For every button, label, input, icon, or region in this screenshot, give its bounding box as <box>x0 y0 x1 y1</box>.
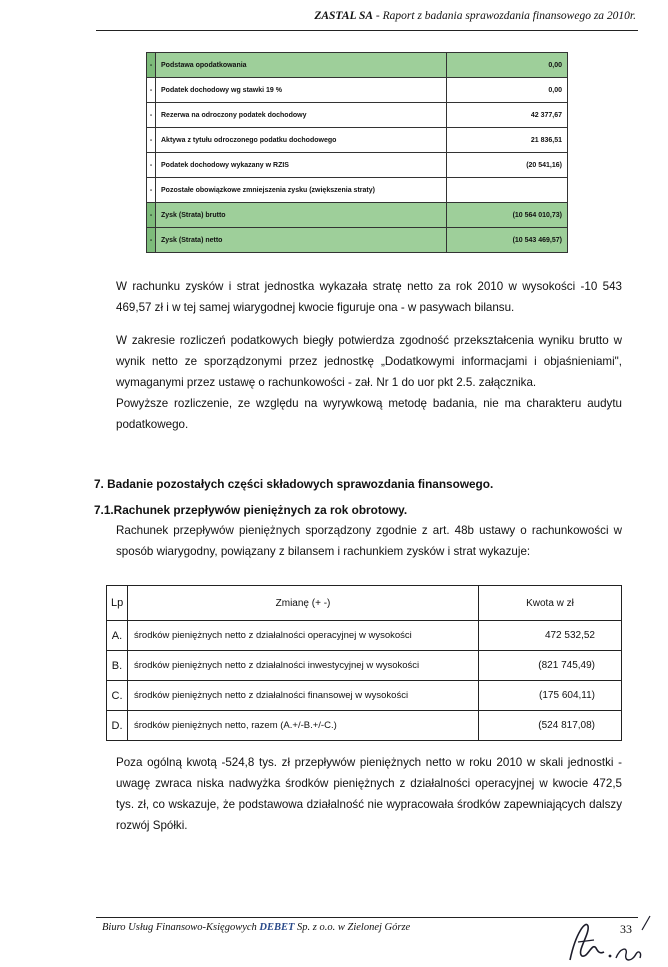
header-amount: Kwota w zł <box>479 586 622 621</box>
page-number: 33 <box>620 922 632 936</box>
paragraph-cashflow-summary: Poza ogólną kwotą -524,8 tys. zł przepływów pieniężnych netto w roku 2010 w skali jednostki - uwagę zwraca niska nadwyżka środków pieniężnych z działalności operacyjnej w kwocie 472,5 tys. zł, co wskazuje, że podstawowa działalność nie wypracowała środków zapewniających dalszy rozwój Spółki. <box>116 756 622 832</box>
row-label: Zysk (Strata) netto <box>156 228 447 253</box>
row-label: Zysk (Strata) brutto <box>156 203 447 228</box>
row-value: (10 564 010,73) <box>447 203 568 228</box>
row-label: Podatek dochodowy wg stawki 19 % <box>156 78 447 103</box>
paragraph-net-loss: W rachunku zysków i strat jednostka wykazała stratę netto za rok 2010 w wysokości -10 543 469,57 zł i w tej samej wiarygodnej kwocie figuruje ona - w pasywach bilansu. <box>116 280 622 314</box>
header-company: ZASTAL SA <box>314 10 374 22</box>
table-row <box>147 128 568 153</box>
table-row <box>147 103 568 128</box>
page-footer <box>102 922 410 933</box>
header-lp: Lp <box>107 586 128 621</box>
row-amount: (524 817,08) <box>479 711 622 741</box>
footer-rule <box>96 917 638 918</box>
row-lp: D. <box>107 711 128 741</box>
handwritten-signature <box>558 912 658 967</box>
table-row <box>107 711 622 741</box>
row-dash: - <box>147 78 156 103</box>
row-description: środków pieniężnych netto z działalności operacyjnej w wysokości <box>128 621 479 651</box>
row-value: 0,00 <box>447 53 568 78</box>
row-label: Podstawa opodatkowania <box>156 53 447 78</box>
footer-brand: DEBET <box>259 922 295 933</box>
row-description: środków pieniężnych netto z działalności finansowej w wysokości <box>128 681 479 711</box>
row-lp: A. <box>107 621 128 651</box>
footer-prefix: Biuro Usług Finansowo-Księgowych <box>102 922 257 933</box>
row-dash: - <box>147 103 156 128</box>
table-row <box>147 203 568 228</box>
row-label: Aktywa z tytułu odroczonego podatku dochodowego <box>156 128 447 153</box>
table-row <box>147 228 568 253</box>
row-label: Podatek dochodowy wykazany w RZIS <box>156 153 447 178</box>
row-dash: - <box>147 128 156 153</box>
row-dash: - <box>147 178 156 203</box>
row-lp: B. <box>107 651 128 681</box>
row-dash: - <box>147 228 156 253</box>
table-row <box>107 621 622 651</box>
footer-suffix: Sp. z o.o. w Zielonej Górze <box>297 922 411 933</box>
cashflow-table <box>106 585 622 741</box>
row-dash: - <box>147 53 156 78</box>
paragraph-tax-reconciliation: W zakresie rozliczeń podatkowych biegły potwierdza zgodność przekształcenia wyniku brutto w wynik netto ze sporządzonymi przez jednostkę „Dodatkowymi informacjami i objaśnieniami", wymaganymi przez ustawę o rachunkowości - zał. Nr 1 do uor pkt 2.5. załącznika. <box>116 334 622 389</box>
paragraph-cashflow-intro: Rachunek przepływów pieniężnych sporządzony zgodnie z art. 48b ustawy o rachunkowości w sposób wiarygodny, powiązany z bilansem i rachunkiem zysków i strat wykazuje: <box>116 524 622 558</box>
row-description: środków pieniężnych netto, razem (A.+/-B.+/-C.) <box>128 711 479 741</box>
row-value: 42 377,67 <box>447 103 568 128</box>
row-label: Pozostałe obowiązkowe zmniejszenia zysku (zwiększenia straty) <box>156 178 447 203</box>
row-amount: 472 532,52 <box>479 621 622 651</box>
row-lp: C. <box>107 681 128 711</box>
section-heading-7-1: 7.1.Rachunek przepływów pieniężnych za rok obrotowy. <box>94 503 408 517</box>
row-description: środków pieniężnych netto z działalności inwestycyjnej w wysokości <box>128 651 479 681</box>
row-amount: (821 745,49) <box>479 651 622 681</box>
row-amount: (175 604,11) <box>479 681 622 711</box>
row-value: 0,00 <box>447 78 568 103</box>
row-label: Rezerwa na odroczony podatek dochodowy <box>156 103 447 128</box>
table-row <box>107 651 622 681</box>
row-value: (10 543 469,57) <box>447 228 568 253</box>
paragraph-audit-note: Powyższe rozliczenie, ze względu na wyrywkową metodę badania, nie ma charakteru audytu podatkowego. <box>116 397 622 431</box>
row-value: (20 541,16) <box>447 153 568 178</box>
tax-table <box>146 52 568 253</box>
table-row <box>147 153 568 178</box>
row-value <box>447 178 568 203</box>
header-rule <box>96 30 638 31</box>
table-row <box>147 78 568 103</box>
table-header-row <box>107 586 622 621</box>
section-heading-7: 7. Badanie pozostałych części składowych sprawozdania finansowego. <box>94 477 494 491</box>
row-dash: - <box>147 203 156 228</box>
header-report-title: Raport z badania sprawozdania finansowego za 2010r. <box>382 10 636 22</box>
row-dash: - <box>147 153 156 178</box>
table-row <box>107 681 622 711</box>
row-value: 21 836,51 <box>447 128 568 153</box>
table-row <box>147 53 568 78</box>
table-row <box>147 178 568 203</box>
page-header: ZASTAL SA - Raport z badania sprawozdania finansowego za 2010r. <box>314 10 636 22</box>
header-change: Zmianę (+ -) <box>128 586 479 621</box>
